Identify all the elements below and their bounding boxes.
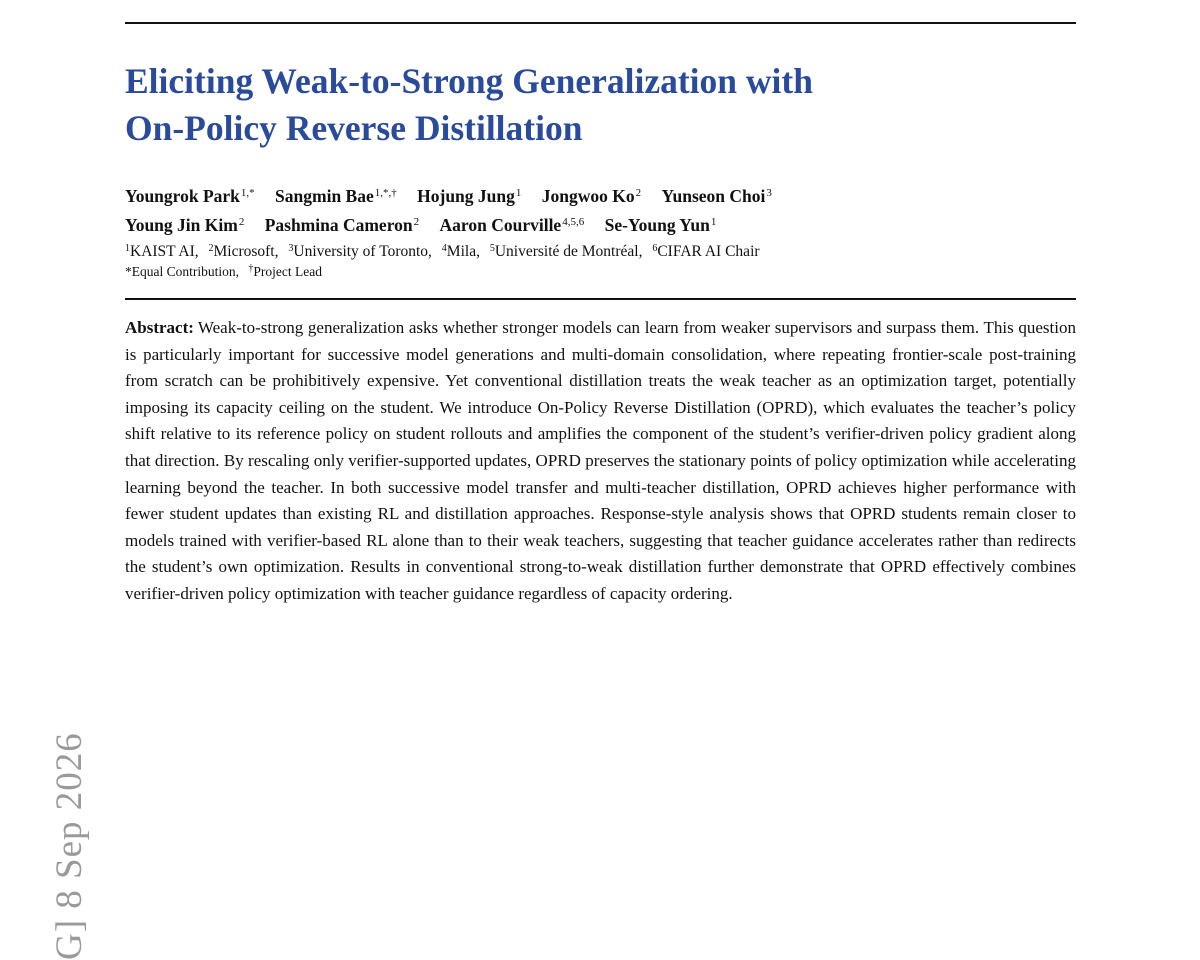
affiliation: $^1$KAIST AI, <box>125 243 199 260</box>
author: Pashmina Cameron$^2$ <box>264 215 420 235</box>
author: Youngrok Park$^{1,*}$ <box>125 186 255 206</box>
top-rule <box>125 22 1076 24</box>
arxiv-stamp-text: G] 8 Sep 2026 <box>49 732 90 960</box>
author-list <box>125 180 1085 238</box>
author: Young Jin Kim$^2$ <box>125 215 245 235</box>
equal-contribution-note: *Equal Contribution, <box>125 264 239 279</box>
title-line-1: Eliciting Weak-to-Strong Generalization with <box>125 61 813 101</box>
abstract-text: Weak-to-strong generalization asks whether stronger models can learn from weaker supervisors and surpass them. This question is particularly important for successive model generations and multi-domain consolidation, where repeating frontier-scale post-training from scratch can be prohibitively expensive. Yet conventional distillation treats the weak teacher as an optimization target, potentially imposing its capacity ceiling on the student. We introduce On-Policy Reverse Distillation (OPRD), which evaluates the teacher’s policy shift relative to its reference policy on student rollouts and amplifies the component of the student’s verifier-driven policy gradient along that direction. By rescaling only verifier-supported updates, OPRD preserves the stationary points of policy optimization while accelerating learning beyond the teacher. In both successive model transfer and multi-teacher distillation, OPRD achieves higher performance with fewer student updates than existing RL and distillation approaches. Response-style analysis shows that OPRD students remain closer to models trained with verifier-based RL alone than to their weak teachers, suggesting that teacher guidance accelerates rather than redirects the student’s own optimization. Results in conventional strong-to-weak distillation further demonstrate that OPRD effectively combines verifier-driven policy optimization with teacher guidance regardless of capacity ordering. <box>125 318 1076 603</box>
project-lead-note: †Project Lead <box>248 263 322 279</box>
author: Yunseon Choi$^3$ <box>661 186 772 206</box>
author-notes <box>125 260 328 281</box>
affiliation: $^4$Mila, <box>441 243 480 260</box>
author: Sangmin Bae$^{1,*,\dagger}$ <box>275 186 397 206</box>
author: Jongwoo Ko$^2$ <box>541 186 642 206</box>
title-line-2: On-Policy Reverse Distillation <box>125 108 583 148</box>
author: Se-Young Yun$^1$ <box>604 215 717 235</box>
affiliation: $^3$University of Toronto, <box>288 243 432 260</box>
abstract <box>125 315 1076 608</box>
author: Aaron Courville$^{4,5,6}$ <box>439 215 585 235</box>
author: Hojung Jung$^1$ <box>417 186 522 206</box>
abstract-rule <box>125 298 1076 300</box>
affiliation: $^6$CIFAR AI Chair <box>652 243 760 260</box>
author-row-2 <box>125 209 1085 238</box>
author-row-1 <box>125 180 1085 209</box>
arxiv-stamp <box>40 300 90 960</box>
affiliation: $^5$Université de Montréal, <box>489 243 643 260</box>
affiliation: $^2$Microsoft, <box>208 243 279 260</box>
paper-title <box>125 58 1085 152</box>
affiliations <box>125 239 1085 262</box>
abstract-label: Abstract: <box>125 318 194 337</box>
